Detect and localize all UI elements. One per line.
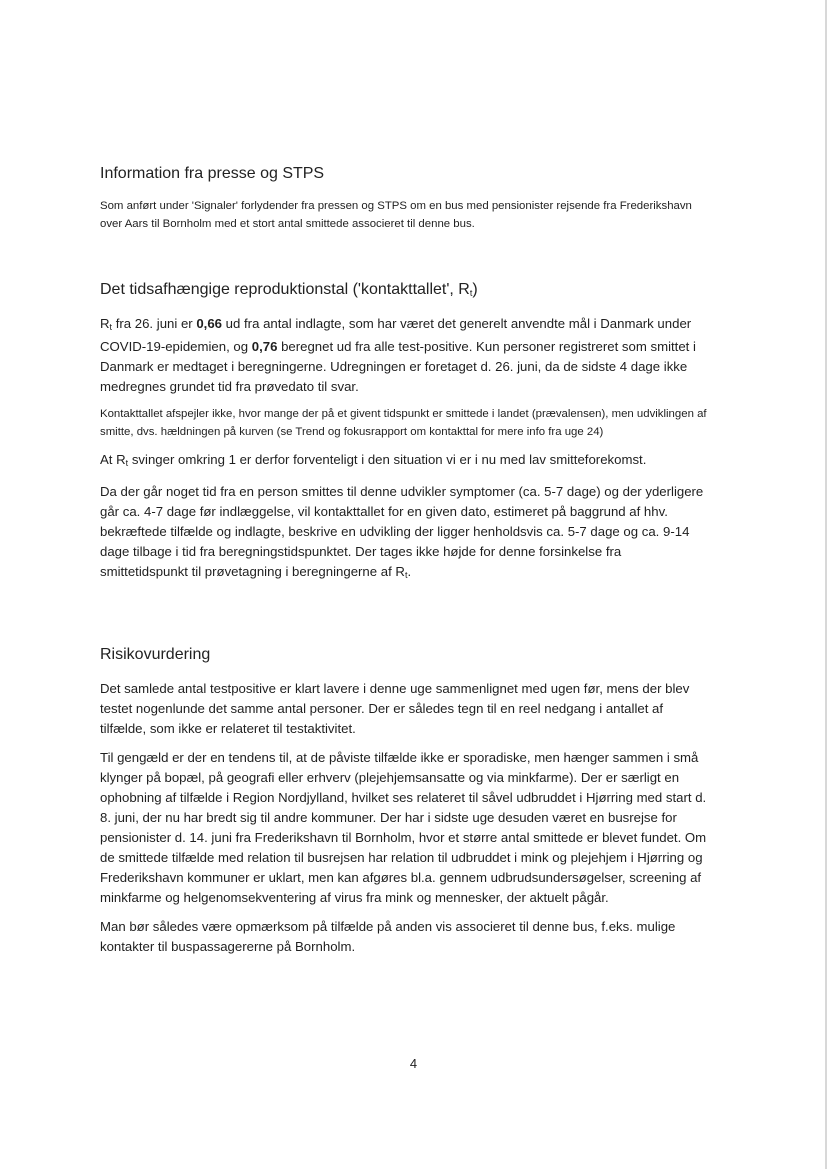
paragraph-risiko-1: Det samlede antal testpositive er klart lavere i denne uge sammenlignet med ugen før, mens der blev testet nogenlunde det samme antal personer. Der er således tegn til en reel nedgang i antallet af tilfælde, som ikke er relateret til testaktivitet. [100,681,690,736]
page-number: 4 [409,1056,418,1071]
paragraph-risiko-2: Til gengæld er der en tendens til, at de påviste tilfælde ikke er sporadiske, men hænger sammen i små klynger på bopæl, på geografi eller erhverv (plejehjemsansatte og via minkfarme). Der er særligt en ophobning af tilfælde i Region Nordjylland, hvilket ses relateret til såvel udbruddet i Hjørring med start d. 8. juni, der nu har bredt sig til andre kommuner. Der har i sidste uge desuden været en busrejse for pensionister d. 14. juni fra Frederikshavn til Bornholm, hvor et større antal smittede er blevet fundet. Om de smittede tilfælde med relation til busrejsen har relation til udbruddet i mink og plejehjem i Hjørring og Frederikshavn kommuner er uklart, men kan afgøres bl.a. gennem udbrudsundersøgelser, screening af minkfarme og helgenomsekventering af virus fra mink og mennesker, der aktuelt pågår. [100,750,707,905]
paragraph-risiko-3: Man bør således være opmærksom på tilfælde på anden vis associeret til denne bus, f.eks. mulige kontakter til buspassagererne på Bornholm. [100,919,676,954]
rt-value-testpositive: 0,76 [251,339,278,354]
paragraph-rt-values: $R_t$ fra 26. juni er 0,66 ud fra antal indlagte, som har været det generelt anvendte mål i Danmark under COVID-19-epidemien, og 0,76 beregnet ud fra alle test-positive. Kun personer registreret som smittet i Danmark er medtaget i beregningerne. Udregningen er foretaget d. 26. juni, da de sidste 4 dage ikke medregnes grundet tid fra prøvedato til svar. [100,316,696,394]
paragraph-presse: Som anført under 'Signaler' forlydender fra pressen og STPS om en bus med pensionister rejsende fra Frederikshavn over Aars til Bornholm med et stort antal smittede associeret til denne bus. [100,200,692,230]
heading-risikovurdering: Risikovurdering [100,646,211,663]
heading-presse: Information fra presse og STPS [100,165,325,182]
section-reproduktionstal [100,281,712,594]
rt-value-indlagte: 0,66 [196,316,223,331]
heading-reproduktionstal: Det tidsafhængige reproduktionstal ('kontakttallet', $R_t$) [100,281,478,298]
paragraph-kontakttal-note: Kontakttallet afspejler ikke, hvor mange der på et givent tidspunkt er smittede i landet (prævalensen), men udviklingen af smitte, dvs. hældningen på kurven (se Trend og fokusrapport om kontakttal for mere info fra uge 24) [100,408,707,438]
paragraph-forsinkelse: Da der går noget tid fra en person smittes til denne udvikler symptomer (ca. 5-7 dage) og der yderligere går ca. 4-7 dage før indlæggelse, vil kontakttallet for en given dato, estimeret på baggrund af hhv. bekræftede tilfælde og indlagte, beskrive en udvikling der ligger henholdsvis ca. 5-7 dage og ca. 9-14 dage tilbage i tid fra beregningstidspunktet. Der tages ikke højde for denne forsinkelse fra smittetidspunkt til prøvetagning i beregningerne af $R_t$. [100,484,704,580]
section-risikovurdering [100,646,712,966]
paragraph-rt-svinger: At $R_t$ svinger omkring 1 er derfor forventeligt i den situation vi er i nu med lav smitteforekomst. [100,452,647,468]
section-presse [100,165,712,242]
